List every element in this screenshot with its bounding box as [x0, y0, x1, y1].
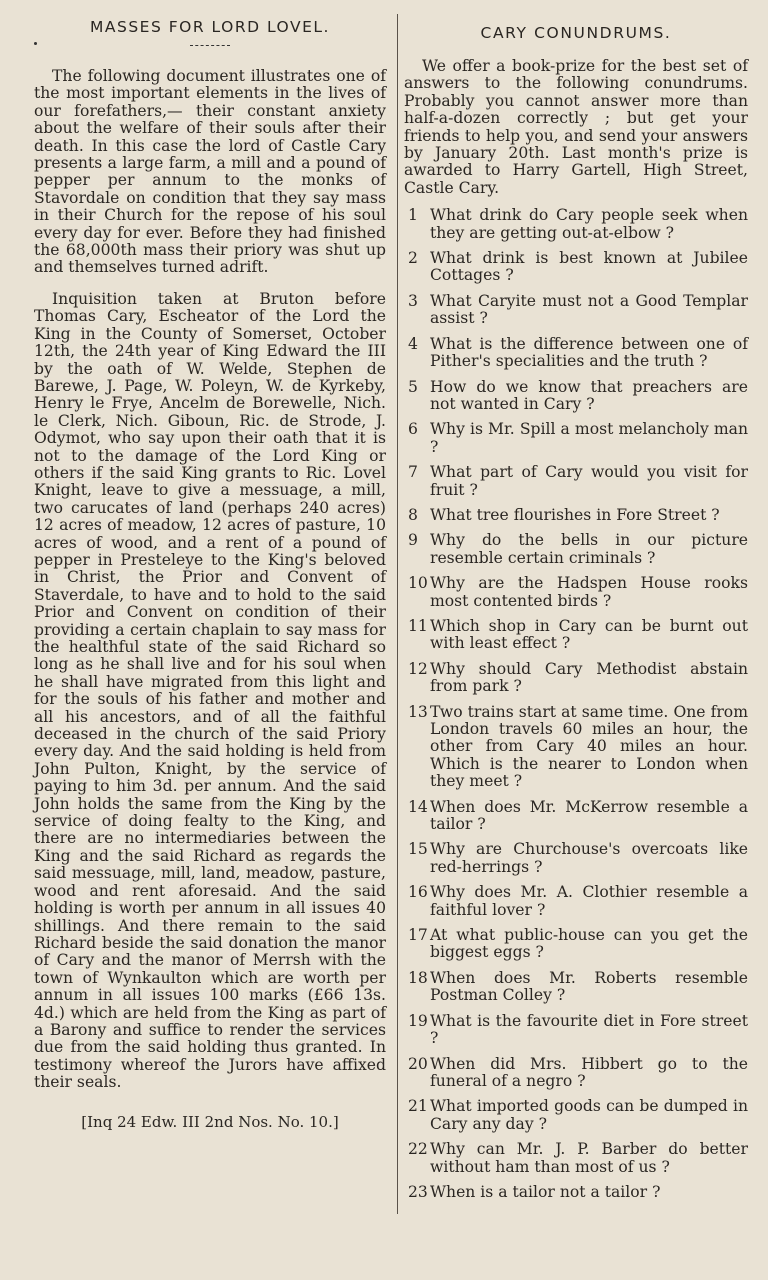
question-item [404, 1056, 748, 1091]
questions-list [404, 207, 748, 1201]
question-number: 6 [408, 420, 418, 439]
question-text: What tree flourishes in Fore Street ? [430, 505, 720, 524]
question-number: 16 [408, 883, 428, 902]
question-number: 13 [408, 702, 428, 721]
left-article-title: MASSES FOR LORD LOVEL. [90, 18, 330, 36]
question-number: 10 [408, 574, 428, 593]
question-number: 20 [408, 1054, 428, 1073]
question-item [404, 970, 748, 1005]
question-number: 11 [408, 616, 428, 635]
question-number: 21 [408, 1097, 428, 1116]
question-text: Why are the Hadspen House rooks most contented birds ? [430, 574, 748, 610]
question-text: Why does Mr. A. Clothier resemble a faithful lover ? [430, 883, 748, 919]
right-column [404, 24, 748, 1209]
left-column [34, 18, 386, 1131]
question-text: Two trains start at same time. One from London travels 60 miles an hour, the other from Cary 40 miles an hour. Which is the nearer to London when they meet ? [430, 702, 748, 791]
question-text: When does Mr. Roberts resemble Postman Colley ? [430, 968, 748, 1005]
question-text: Which shop in Cary can be burnt out with least effect ? [430, 616, 748, 653]
question-text: What drink do Cary people seek when they are getting out-at-elbow ? [430, 206, 748, 242]
question-text: What drink is best known at Jubilee Cottages ? [430, 249, 748, 285]
question-number: 14 [408, 797, 428, 816]
question-number: 2 [408, 249, 418, 268]
question-item [404, 1184, 748, 1201]
question-item [404, 927, 748, 962]
question-text: At what public-house can you get the biggest eggs ? [430, 926, 748, 962]
question-text: What part of Cary would you visit for fruit ? [430, 463, 748, 499]
question-number: 15 [408, 840, 428, 859]
question-text: What is the favourite diet in Fore street ? [430, 1011, 748, 1048]
question-number: 23 [408, 1182, 428, 1201]
question-item [404, 575, 748, 610]
question-number: 8 [408, 505, 418, 524]
question-item [404, 250, 748, 285]
question-number: 12 [408, 659, 428, 678]
citation: [Inq 24 Edw. III 2nd Nos. No. 10.] [81, 1112, 339, 1131]
question-text: Why do the bells in our picture resemble certain criminals ? [430, 531, 748, 567]
inquisition-paragraph: Inquisition taken at Bruton before Thomas Cary, Escheator of the Lord the King in the County of Somerset, October 12th, the 24th year of King Edward the III by the oath of W. Welde, Stephen de Barewe, J. Page, W. Poleyn, W. de Kyrkeby, Henry le Frye, Ancelm de Borewelle, Nich. le Clerk, Nich. Giboun, Ric. de Strode, J. Odymot, who say upon their oath that it is not to the damage of the Lord King or others if the said King grants to Ric. Lovel Knight, leave to give a messuage, a mill, two carucates of land (perhaps 240 acres) 12 acres of meadow, 12 acres of pasture, 10 acres of wood, and a rent of a pound of pepper in Presteleye to the King's beloved in Christ, the Prior and Convent of Staverdale, to have and to hold to the said Prior and Convent on condition of their providing a certain chaplain to say mass for the healthful state of the said Richard so long as he shall live and for his soul when he shall have migrated from this light and for the souls of his father and mother and all his ancestors, and of all the faithful deceased in the church of the said Priory every day. And the said holding is held from John Pulton, Knight, by the service of paying to him 3d. per annum. And the said John holds the same from the King by the service of doing fealty to the King, and there are no intermediaries between the King and the said Richard as regards the said messuage, mill, land, meadow, pasture, wood and rent aforesaid. And the said holding is worth per annum in all issues 40 shillings. And there remain to the said Richard beside the said donation the manor of Cary and the manor of Merrsh with the town of Wynkaulton which are worth per annum in all issues 100 marks (£66 13s. 4d.) which are held from the King as part of a Barony and suffice to render the services due from the said holding thus granted. In testimony whereof the Jurors have affixed their seals. [34, 289, 386, 1092]
title-rule [190, 45, 230, 46]
conundrums-intro: We offer a book-prize for the best set of answers to the following conundrums. Probably you cannot answer more than half-a-dozen correctly ; but get your friends to help you, and send your answers by January 20th. Last month's prize is awarded to Harry Gartell, High Street, Castle Cary. [404, 57, 748, 197]
right-article-title: CARY CONUNDRUMS. [480, 24, 672, 42]
question-text: When is a tailor not a tailor ? [430, 1182, 661, 1201]
question-item [404, 507, 748, 524]
question-number: 9 [408, 531, 418, 550]
question-text: When did Mrs. Hibbert go to the funeral of a negro ? [430, 1054, 748, 1090]
question-text: What imported goods can be dumped in Cary any day ? [430, 1097, 748, 1133]
question-item [404, 336, 748, 371]
question-number: 4 [408, 334, 418, 353]
question-number: 22 [408, 1140, 428, 1159]
question-number: 1 [408, 206, 418, 225]
intro-paragraph: The following document illustrates one of the most important elements in the lives of our forefathers,— their constant anxiety about the welfare of their souls after their death. In this case the lord of Castle Cary presents a large farm, a mill and a pound of pepper per annum to the monks of Stavordale on condition that they say mass in their Church for the repose of his soul every day for ever. Before they had finished the 68,000th mass their priory was shut up and themselves turned adrift. [34, 67, 386, 277]
question-number: 17 [408, 926, 428, 945]
question-text: How do we know that preachers are not wanted in Cary ? [430, 377, 748, 413]
question-text: Why is Mr. Spill a most melancholy man ? [430, 420, 748, 456]
question-item [404, 379, 748, 414]
question-item [404, 1098, 748, 1133]
question-item [404, 1141, 748, 1176]
question-item [404, 704, 748, 791]
question-number: 19 [408, 1011, 428, 1030]
question-text: Why are Churchouse's overcoats like red-herrings ? [430, 840, 748, 876]
question-item [404, 884, 748, 919]
question-text: Why can Mr. J. P. Barber do better without ham than most of us ? [430, 1140, 748, 1176]
question-number: 7 [408, 463, 418, 482]
question-item [404, 841, 748, 876]
question-number: 3 [408, 291, 418, 310]
question-item [404, 421, 748, 456]
question-item [404, 464, 748, 499]
question-item [404, 799, 748, 834]
question-number: 18 [408, 968, 428, 987]
question-number: 5 [408, 377, 418, 396]
question-text: What Caryite must not a Good Templar assist ? [430, 291, 748, 328]
question-item [404, 293, 748, 328]
question-text: When does Mr. McKerrow resemble a tailor ? [430, 797, 748, 834]
question-text: What is the difference between one of Pither's specialities and the truth ? [430, 334, 748, 371]
question-item [404, 1013, 748, 1048]
question-item [404, 207, 748, 242]
column-divider [397, 14, 398, 1214]
question-item [404, 661, 748, 696]
question-text: Why should Cary Methodist abstain from park ? [430, 659, 748, 696]
question-item [404, 618, 748, 653]
question-item [404, 532, 748, 567]
